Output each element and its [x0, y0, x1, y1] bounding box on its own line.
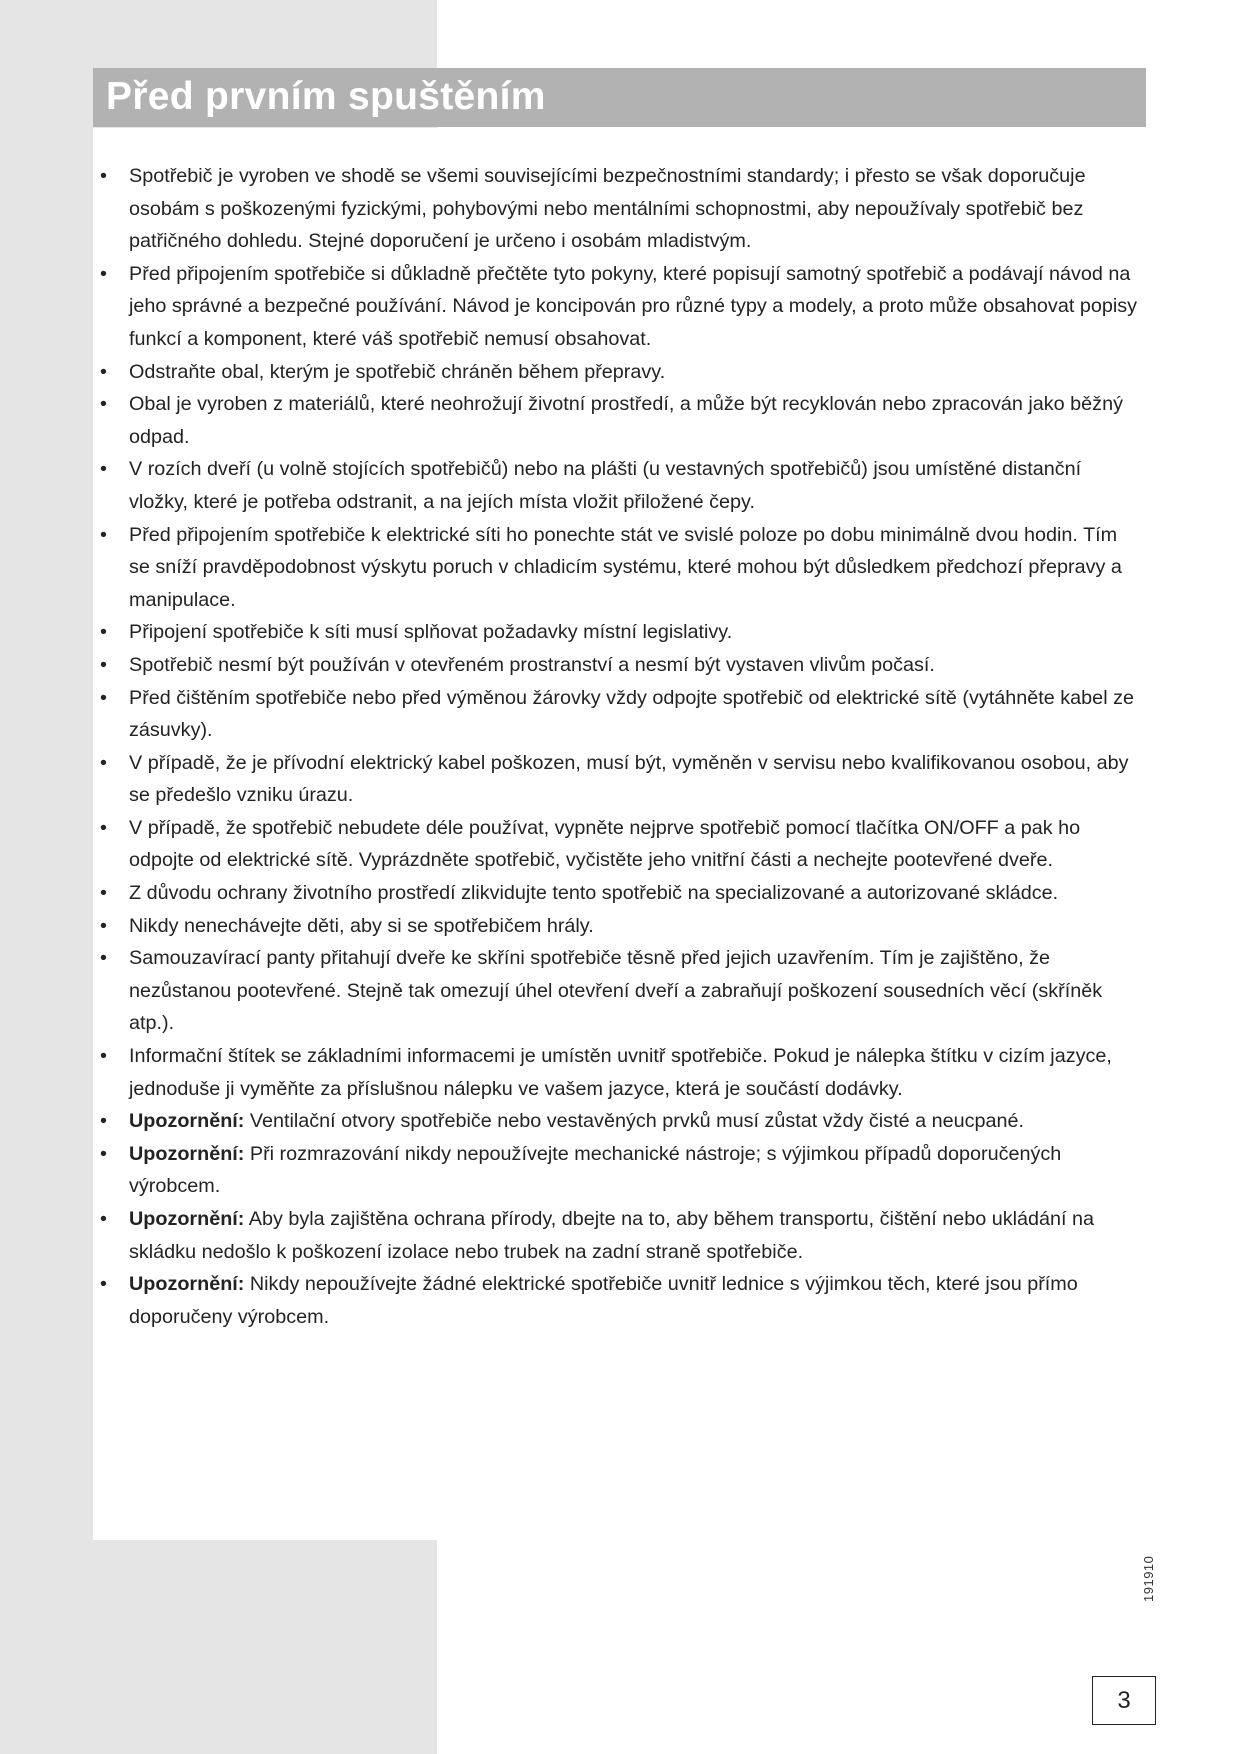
safety-instructions-list — [100, 160, 1140, 1333]
list-item — [100, 519, 1140, 617]
document-code: 191910 — [1141, 1555, 1156, 1602]
bullet-icon: • — [100, 1110, 107, 1133]
bullet-icon: • — [100, 914, 107, 937]
list-item — [100, 682, 1140, 747]
list-item — [100, 812, 1140, 877]
list-item-text: Aby byla zajištěna ochrana přírody, dbejte na to, aby během transportu, čištění nebo ukládání na skládku nedošlo k poškození izolace nebo trubek na zadní straně spotřebiče. — [129, 1208, 1095, 1263]
warning-label: Upozornění: — [129, 1142, 245, 1165]
page-title: Před prvním spuštěním — [106, 75, 546, 118]
list-item-text: Před čištěním spotřebiče nebo před výměnou žárovky vždy odpojte spotřebič od elektrické sítě (vytáhněte kabel ze zásuvky). — [129, 686, 1134, 742]
bullet-icon: • — [100, 1273, 107, 1296]
list-item — [100, 649, 1140, 682]
bullet-icon: • — [100, 523, 107, 546]
title-bar — [93, 68, 1146, 127]
list-item — [100, 258, 1140, 356]
list-item-text: Z důvodu ochrany životního prostředí zlikvidujte tento spotřebič na specializované a autorizované skládce. — [129, 882, 1059, 905]
bullet-icon: • — [100, 751, 107, 774]
bullet-icon: • — [100, 1045, 107, 1068]
list-item-text: V případě, že spotřebič nebudete déle používat, vypněte nejprve spotřebič pomocí tlačítka ON/OFF a pak ho odpojte od elektrické sítě. Vyprázdněte spotřebič, vyčistěte jeho vnitřní části a nechejte pootevřené dveře. — [129, 816, 1081, 872]
list-item-text: Spotřebič je vyroben ve shodě se všemi souvisejícími bezpečnostními standardy; i přesto se však doporučuje osobám s poškozenými fyzickými, pohybovými nebo mentálními schopnostmi, aby nepoužívaly spotřebič bez patřičného dohledu. Stejné doporučení je určeno i osobám mladistvým. — [129, 165, 1086, 253]
list-item-text: Obal je vyroben z materiálů, které neohrožují životní prostředí, a může být recyklován nebo zpracován jako běžný odpad. — [129, 393, 1123, 448]
bullet-icon: • — [100, 262, 107, 285]
list-item-text: V rozích dveří (u volně stojících spotřebičů) nebo na plášti (u vestavných spotřebičů) jsou umístěné distanční vložky, které je potřeba odstranit, a na jejích místa vložit přiložené čepy. — [129, 458, 1082, 513]
list-item — [100, 942, 1140, 1040]
list-item-text: Před připojením spotřebiče si důkladně přečtěte tyto pokyny, které popisují samotný spotřebič a podávají návod na jeho správné a bezpečné používání. Návod je koncipován pro různé typy a modely, a proto může obsahovat popisy funkcí a komponent, které váš spotřebič nemusí obsahovat. — [129, 262, 1137, 350]
list-item-text: Ventilační otvory spotřebiče nebo vestavěných prvků musí zůstat vždy čisté a neucpané. — [249, 1110, 1024, 1133]
list-item-text: Před připojením spotřebiče k elektrické síti ho ponechte stát ve svislé poloze po dobu minimálně dvou hodin. Tím se sníží pravděpodobnost výskytu poruch v chladicím systému, které mohou být důsledkem předchozí přepravy a manipulace. — [129, 523, 1122, 611]
list-item — [100, 1203, 1140, 1268]
list-item — [100, 616, 1140, 649]
list-item — [100, 1268, 1140, 1333]
list-item — [100, 877, 1140, 910]
list-item — [100, 160, 1140, 258]
bullet-icon: • — [100, 621, 107, 644]
warning-label: Upozornění: — [129, 1208, 245, 1230]
page-number: 3 — [1092, 1676, 1156, 1725]
list-item-text: Připojení spotřebiče k síti musí splňovat požadavky místní legislativy. — [129, 621, 733, 644]
bullet-icon: • — [100, 360, 107, 383]
bullet-icon: • — [100, 686, 107, 709]
list-item — [100, 1138, 1140, 1203]
list-item — [100, 1105, 1140, 1138]
bullet-icon: • — [100, 882, 107, 905]
list-item-text: V případě, že je přívodní elektrický kabel poškozen, musí být, vyměněn v servisu nebo kvalifikovanou osobou, aby se předešlo vzniku úrazu. — [129, 751, 1129, 807]
list-item — [100, 356, 1140, 389]
list-item — [100, 1040, 1140, 1105]
bullet-icon: • — [100, 458, 107, 481]
warning-label: Upozornění: — [129, 1110, 245, 1133]
list-item — [100, 388, 1140, 453]
bullet-icon: • — [100, 393, 107, 416]
list-item-text: Informační štítek se základními informacemi je umístěn uvnitř spotřebiče. Pokud je nálepka štítku v cizím jazyce, jednoduše ji vyměňte za příslušnou nálepku ve vašem jazyce, která je součástí dodávky. — [129, 1045, 1112, 1100]
bullet-icon: • — [100, 165, 107, 187]
list-item — [100, 910, 1140, 943]
list-item-text: Při rozmrazování nikdy nepoužívejte mechanické nástroje; s výjimkou případů doporučených výrobcem. — [129, 1142, 1062, 1198]
list-item-text: Nikdy nepoužívejte žádné elektrické spotřebiče uvnitř lednice s výjimkou těch, které jsou přímo doporučeny výrobcem. — [129, 1273, 1078, 1328]
bullet-icon: • — [100, 947, 107, 970]
list-item-text: Spotřebič nesmí být používán v otevřeném prostranství a nesmí být vystaven vlivům počasí. — [129, 653, 935, 676]
bullet-icon: • — [100, 816, 107, 839]
list-item-text: Nikdy nenechávejte děti, aby si se spotřebičem hrály. — [129, 914, 594, 937]
warning-label: Upozornění: — [129, 1273, 245, 1296]
list-item-text: Samouzavírací panty přitahují dveře ke skříni spotřebiče těsně před jejich uzavřením. Tím je zajištěno, že nezůstanou pootevřené. Stejně tak omezují úhel otevření dveří a zabraňují poškození sousedních věcí (skříněk atp.). — [129, 947, 1103, 1035]
list-item-text: Odstraňte obal, kterým je spotřebič chráněn během přepravy. — [129, 360, 666, 383]
bullet-icon: • — [100, 653, 107, 676]
list-item — [100, 453, 1140, 518]
list-item — [100, 747, 1140, 812]
bullet-icon: • — [100, 1208, 107, 1230]
bullet-icon: • — [100, 1142, 107, 1165]
